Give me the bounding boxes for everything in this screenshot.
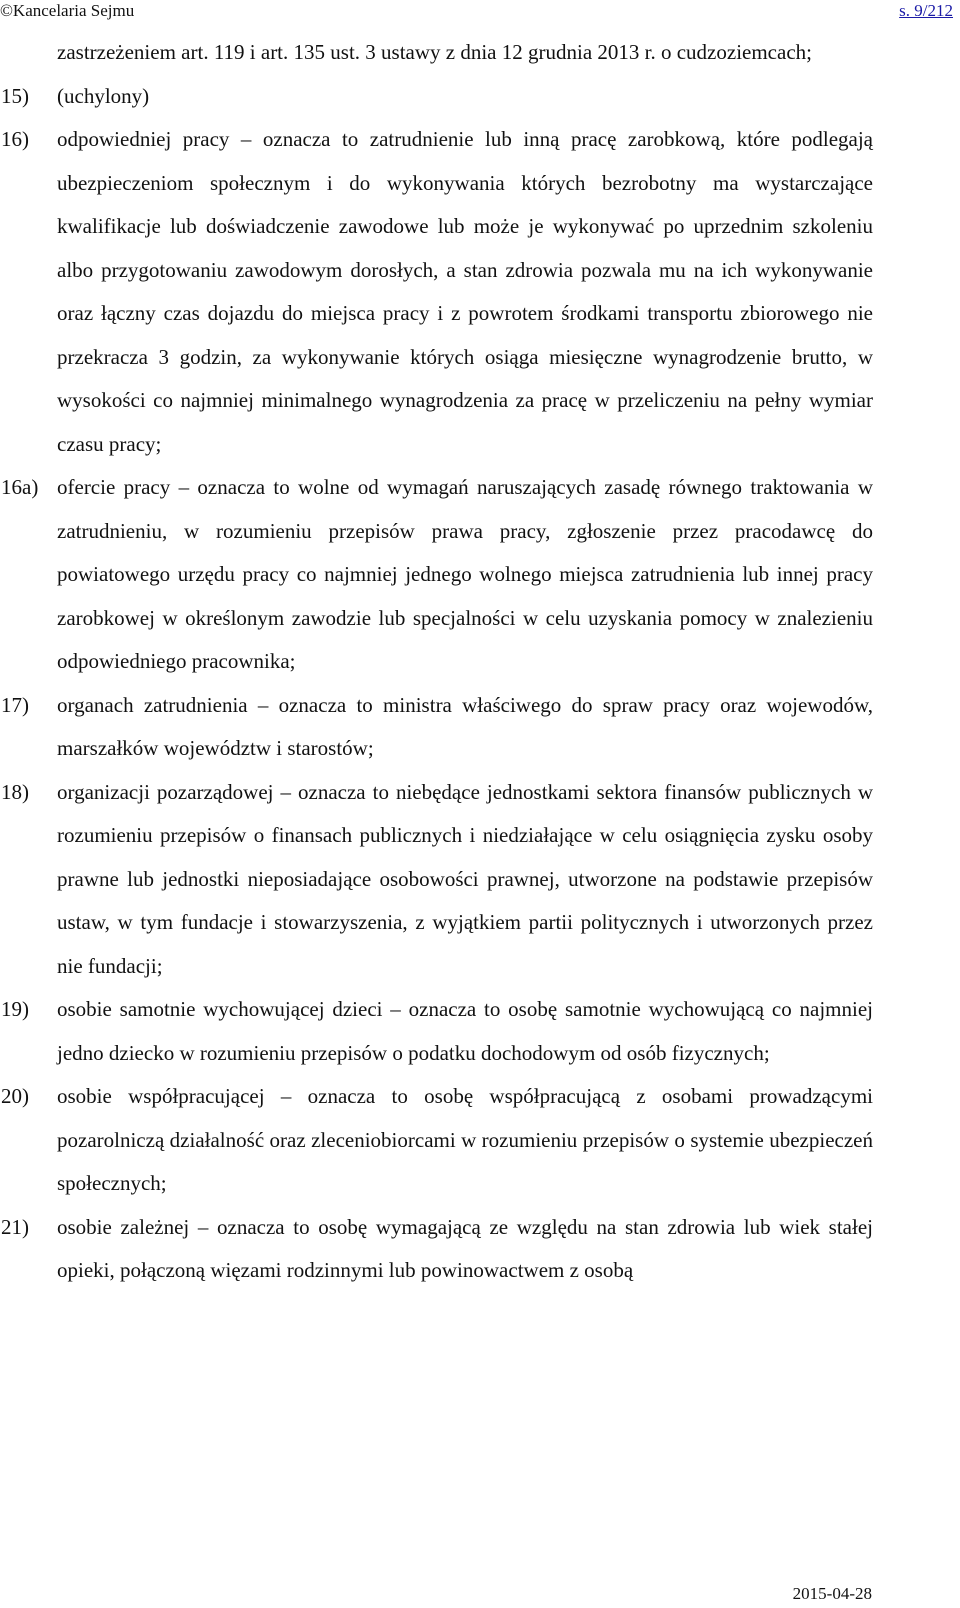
item-number: 19) (1, 997, 29, 1021)
definition-item-20 (0, 1075, 960, 1206)
definition-item-16 (0, 118, 960, 466)
item-text: osobie samotnie wychowującej dzieci – oznacza to osobę samotnie wychowującą co najmniej jedno dziecko w rozumieniu przepisów o podatku dochodowym od osób fizycznych; (57, 997, 873, 1065)
continuation-paragraph (0, 31, 960, 75)
definition-item-16a (0, 466, 960, 684)
definition-item-15 (0, 75, 960, 119)
definition-item-17 (0, 684, 960, 771)
definition-item-18 (0, 771, 960, 989)
item-number: 20) (1, 1084, 29, 1108)
item-text: organach zatrudnienia – oznacza to ministra właściwego do spraw pracy oraz wojewodów, marszałków województw i starostów; (57, 692, 873, 760)
footer-date: 2015-04-28 (792, 1584, 872, 1603)
item-text: ofercie pracy – oznacza to wolne od wymagań naruszających zasadę równego traktowania w zatrudnieniu, w rozumieniu przepisów prawa pracy, zgłoszenie przez pracodawcę do powiatowego urzędu pracy co najmniej jednego wolnego miejsca zatrudnienia lub innej pracy zarobkowej w określonym zawodzie lub specjalności w celu uzyskania pomocy w znalezieniu odpowiedniego pracownika; (57, 475, 873, 673)
page-header (0, 0, 960, 24)
document-body (0, 31, 960, 1293)
item-text: zastrzeżeniem art. 119 i art. 135 ust. 3 ustawy z dnia 12 grudnia 2013 r. o cudzoziemcach; (57, 40, 812, 64)
item-number: 17) (1, 692, 29, 717)
page-number-link[interactable]: s. 9/212 (899, 1, 953, 20)
item-number: 16a) (1, 475, 39, 499)
item-text: osobie zależnej – oznacza to osobę wymagającą ze względu na stan zdrowia lub wiek stałej opieki, połączoną więzami rodzinnymi lub powinowactwem z osobą (57, 1214, 873, 1282)
item-number: 18) (1, 779, 29, 804)
definition-item-21 (0, 1206, 960, 1293)
item-text: osobie współpracującej – oznacza to osobę współpracującą z osobami prowadzącymi pozarolniczą działalność oraz zleceniobiorcami w rozumieniu przepisów o systemie ubezpieczeń społecznych; (57, 1084, 873, 1195)
item-text: organizacji pozarządowej – oznacza to niebędące jednostkami sektora finansów publicznych w rozumieniu przepisów o finansach publicznych i niedziałające w celu osiągnięcia zysku osoby prawne lub jednostki nieposiadające osobowości prawnej, utworzone na podstawie przepisów ustaw, w tym fundacje i stowarzyszenia, z wyjątkiem partii politycznych i utworzonych przez nie fundacji; (57, 779, 873, 978)
definition-item-19 (0, 988, 960, 1075)
item-number: 15) (1, 83, 29, 108)
item-text: (uchylony) (57, 83, 150, 108)
item-number: 16) (1, 127, 29, 151)
item-text: odpowiedniej pracy – oznacza to zatrudnienie lub inną pracę zarobkową, które podlegają ubezpieczeniom społecznym i do wykonywania których bezrobotny ma wystarczające kwalifikacje lub doświadczenie zawodowe lub może je wykonywać po uprzednim szkoleniu albo przygotowaniu zawodowym dorosłych, a stan zdrowia pozwala mu na ich wykonywanie oraz łączny czas dojazdu do miejsca pracy i z powrotem środkami transportu zbiorowego nie przekracza 3 godzin, za wykonywanie których osiąga miesięczne wynagrodzenie brutto, w wysokości co najmniej minimalnego wynagrodzenia za pracę w przeliczeniu na pełny wymiar czasu pracy; (57, 127, 873, 456)
copyright-notice: ©Kancelaria Sejmu (0, 1, 135, 20)
item-number: 21) (1, 1214, 29, 1239)
